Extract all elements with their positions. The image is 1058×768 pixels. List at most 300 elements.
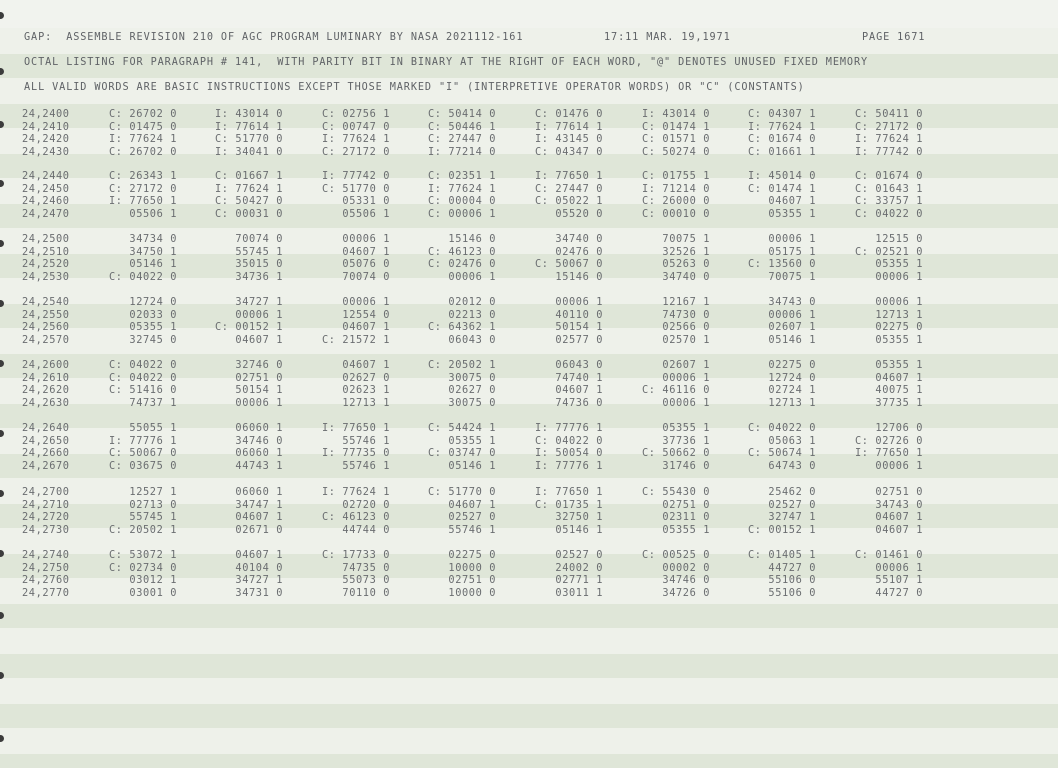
octal-word: I: 77214 0 [428,145,496,158]
listing-row [0,574,1058,587]
octal-word: 04607 1 [322,359,390,371]
octal-word: I: 77650 1 [535,486,603,498]
memory-address: 24,2610 [22,371,70,384]
header-timestamp: 17:11 MAR. 19,1971 [604,32,731,43]
octal-word: 34746 0 [215,434,283,447]
octal-word: 02577 0 [535,333,603,346]
octal-word: 55107 1 [855,574,923,587]
octal-word: 05506 1 [109,207,177,220]
octal-word: 55746 1 [428,523,496,536]
octal-word: I: 77650 1 [322,422,390,434]
octal-word: 00006 1 [855,270,923,283]
octal-word: 04607 1 [215,549,283,561]
octal-word: 02771 1 [535,574,603,587]
octal-word: C: 54424 1 [428,422,496,434]
octal-word: 00006 1 [855,459,923,472]
octal-word: 04607 1 [215,511,283,524]
listing-row [0,372,1058,385]
octal-word: 32750 1 [535,511,603,524]
octal-word: C: 51770 0 [215,133,283,146]
octal-word: 34746 0 [642,574,710,587]
octal-word: I: 45014 0 [748,170,816,182]
octal-word: C: 01661 1 [748,145,816,158]
octal-word: 02527 0 [748,498,816,511]
octal-word: 74730 0 [642,308,710,321]
octal-word: C: 02734 0 [109,561,177,574]
octal-word: 05355 1 [748,207,816,220]
octal-word: C: 50662 0 [642,447,710,460]
octal-word: 02751 0 [855,486,923,498]
octal-word: 00006 1 [855,296,923,308]
listing-row [0,121,1058,134]
octal-word: I: 77624 1 [109,133,177,146]
octal-word: 55106 0 [748,586,816,599]
octal-word: C: 02476 0 [428,258,496,271]
header-title: GAP: ASSEMBLE REVISION 210 OF AGC PROGRAM LUMINARY BY NASA 2021112-161 [24,32,524,43]
octal-word: I: 77624 1 [855,133,923,146]
memory-address: 24,2650 [22,434,70,447]
octal-word: 35015 0 [215,258,283,271]
octal-word: C: 51770 0 [428,486,496,498]
listing-row [0,309,1058,322]
octal-word: C: 27172 0 [109,182,177,195]
octal-word: 02275 0 [428,549,496,561]
octal-word: 02275 0 [855,321,923,334]
octal-word: C: 01755 1 [642,170,710,182]
octal-word: C: 27172 0 [855,120,923,133]
memory-address: 24,2660 [22,447,70,460]
octal-word: 05355 1 [855,333,923,346]
octal-word: 12706 0 [855,422,923,434]
octal-word: 02720 0 [322,498,390,511]
octal-word: 05355 1 [855,258,923,271]
memory-address: 24,2600 [22,359,70,371]
octal-word: 55745 1 [109,511,177,524]
octal-word: C: 05022 1 [535,195,603,208]
octal-word: 34747 1 [215,498,283,511]
octal-word: 55073 0 [322,574,390,587]
octal-word: C: 02351 1 [428,170,496,182]
octal-word: 04607 1 [322,321,390,334]
octal-word: 37735 1 [855,396,923,409]
octal-word: 04607 1 [855,511,923,524]
octal-word: 00006 1 [535,296,603,308]
memory-address: 24,2460 [22,195,70,208]
octal-word: 70110 0 [322,586,390,599]
octal-word: 00006 1 [855,561,923,574]
memory-address: 24,2720 [22,511,70,524]
octal-word: I: 71214 0 [642,182,710,195]
octal-word: 02724 1 [748,384,816,397]
octal-word: 05146 1 [428,459,496,472]
octal-word: C: 00152 1 [748,523,816,536]
listing-row [0,108,1058,121]
octal-word: 44744 0 [322,523,390,536]
octal-word: 34740 0 [535,233,603,245]
octal-word: C: 50067 0 [535,258,603,271]
memory-address: 24,2560 [22,321,70,334]
octal-word: I: 77624 1 [322,133,390,146]
octal-word: 02476 0 [535,245,603,258]
octal-word: 55746 1 [322,434,390,447]
listing-row [0,486,1058,499]
octal-word: 12724 0 [748,371,816,384]
octal-word: 15146 0 [535,270,603,283]
octal-word: C: 50427 0 [215,195,283,208]
octal-word: 04607 1 [748,195,816,208]
octal-word: 32745 0 [109,333,177,346]
header-page-number: PAGE 1671 [862,32,926,43]
listing-row [0,447,1058,460]
octal-word: C: 17733 0 [322,549,390,561]
octal-word: 00006 1 [642,396,710,409]
octal-word: C: 00006 1 [428,207,496,220]
octal-word: C: 00525 0 [642,549,710,561]
octal-word: 24002 0 [535,561,603,574]
octal-word: 12527 1 [109,486,177,498]
octal-word: C: 03675 0 [109,459,177,472]
octal-word: I: 77614 1 [535,120,603,133]
octal-word: 02275 0 [748,359,816,371]
octal-word: 05355 1 [855,359,923,371]
octal-word: 34734 0 [109,233,177,245]
listing-row [0,133,1058,146]
memory-address: 24,2640 [22,422,70,434]
octal-word: I: 43145 0 [535,133,603,146]
octal-word: 05063 1 [748,434,816,447]
octal-word: C: 50446 1 [428,120,496,133]
octal-word: 10000 0 [428,561,496,574]
octal-word: 50154 1 [535,321,603,334]
listing-row [0,359,1058,372]
octal-word: 04607 1 [215,333,283,346]
listing-row [0,511,1058,524]
octal-word: 05263 0 [642,258,710,271]
octal-word: 02627 0 [322,371,390,384]
octal-word: C: 27447 0 [428,133,496,146]
octal-word: 04607 1 [428,498,496,511]
memory-address: 24,2670 [22,459,70,472]
octal-word: C: 20502 1 [428,359,496,371]
octal-word: C: 04022 0 [109,359,177,371]
octal-word: C: 51770 0 [322,182,390,195]
octal-word: I: 43014 0 [215,108,283,120]
paper-top-margin [0,0,1058,28]
octal-word: 44727 0 [748,561,816,574]
octal-word: I: 77650 1 [535,170,603,182]
memory-address: 24,2550 [22,308,70,321]
header-listing-description: OCTAL LISTING FOR PARAGRAPH # 141, WITH PARITY BIT IN BINARY AT THE RIGHT OF EACH WORD, "@" DENOTES UNUSED FIXED MEMORY [24,57,869,68]
listing-row [0,587,1058,600]
octal-word: C: 00004 0 [428,195,496,208]
octal-word: 00006 1 [215,308,283,321]
octal-word: I: 77650 1 [109,195,177,208]
listing-row [0,183,1058,196]
octal-word: C: 00152 1 [215,321,283,334]
octal-word: 05076 0 [322,258,390,271]
octal-word: 74736 0 [535,396,603,409]
memory-address: 24,2510 [22,245,70,258]
octal-word: C: 50674 1 [748,447,816,460]
octal-word: C: 50411 0 [855,108,923,120]
octal-word: 00006 1 [215,396,283,409]
octal-word: C: 03747 0 [428,447,496,460]
octal-word: C: 01571 0 [642,133,710,146]
octal-word: C: 33757 1 [855,195,923,208]
octal-word: 30075 0 [428,396,496,409]
listing-row [0,195,1058,208]
octal-word: 02311 0 [642,511,710,524]
octal-word: C: 04022 0 [109,371,177,384]
octal-word: C: 51416 0 [109,384,177,397]
octal-word: 04607 1 [322,245,390,258]
octal-word: 02527 0 [428,511,496,524]
octal-word: 03001 0 [109,586,177,599]
octal-word: 04607 1 [855,371,923,384]
octal-word: 34750 1 [109,245,177,258]
octal-word: 05355 1 [109,321,177,334]
octal-word: 06043 0 [535,359,603,371]
octal-word: 12167 1 [642,296,710,308]
listing-row [0,397,1058,410]
octal-word: 00006 1 [748,308,816,321]
memory-address: 24,2700 [22,486,70,498]
octal-word: 40104 0 [215,561,283,574]
octal-word: 55106 0 [748,574,816,587]
memory-address: 24,2570 [22,333,70,346]
memory-address: 24,2520 [22,258,70,271]
octal-word: I: 77776 1 [535,459,603,472]
octal-word: 74737 1 [109,396,177,409]
octal-word: 37736 1 [642,434,710,447]
octal-word: 12515 0 [855,233,923,245]
octal-word: 74735 0 [322,561,390,574]
octal-word: 70075 1 [748,270,816,283]
octal-word: 34726 0 [642,586,710,599]
octal-word: I: 77624 1 [428,182,496,195]
octal-word: 12713 1 [748,396,816,409]
octal-word: 00006 1 [322,233,390,245]
octal-word: 05331 0 [322,195,390,208]
octal-word: 02566 0 [642,321,710,334]
octal-word: 00006 1 [428,270,496,283]
octal-word: C: 04347 0 [535,145,603,158]
memory-address: 24,2630 [22,396,70,409]
octal-word: I: 77624 1 [322,486,390,498]
octal-word: 02751 0 [642,498,710,511]
octal-word: C: 55430 0 [642,486,710,498]
listing-row [0,384,1058,397]
octal-word: C: 01735 1 [535,498,603,511]
octal-word: 02623 1 [322,384,390,397]
octal-word: 05146 1 [748,333,816,346]
listing-row [0,233,1058,246]
memory-address: 24,2420 [22,133,70,146]
memory-address: 24,2620 [22,384,70,397]
listing-row [0,208,1058,221]
octal-word: 34727 1 [215,296,283,308]
octal-word: 06060 1 [215,486,283,498]
octal-word: 34727 1 [215,574,283,587]
memory-address: 24,2710 [22,498,70,511]
listing-row [0,246,1058,259]
listing-row [0,524,1058,537]
octal-word: I: 34041 0 [215,145,283,158]
octal-word: C: 26343 1 [109,170,177,182]
octal-word: 30075 0 [428,371,496,384]
octal-word: I: 77735 0 [322,447,390,460]
octal-word: 05175 1 [748,245,816,258]
octal-word: C: 02756 1 [322,108,390,120]
octal-word: 64743 0 [748,459,816,472]
octal-word: 02751 0 [215,371,283,384]
listing-row [0,170,1058,183]
octal-word: 55746 1 [322,459,390,472]
listing-row [0,258,1058,271]
listing-row [0,321,1058,334]
octal-word: C: 04022 0 [748,422,816,434]
octal-word: 00006 1 [322,296,390,308]
octal-word: 06060 1 [215,422,283,434]
header-legend: ALL VALID WORDS ARE BASIC INSTRUCTIONS EXCEPT THOSE MARKED "I" (INTERPRETIVE OPERATOR WORDS) OR "C" (CONSTANTS) [24,82,805,93]
octal-word: 06043 0 [428,333,496,346]
octal-word: C: 46116 0 [642,384,710,397]
listing-row [0,460,1058,473]
octal-word: C: 50274 0 [642,145,710,158]
octal-word: 05146 1 [109,258,177,271]
octal-word: 05355 1 [642,523,710,536]
octal-word: C: 64362 1 [428,321,496,334]
octal-word: C: 01461 0 [855,549,923,561]
listing-row [0,296,1058,309]
octal-word: C: 27172 0 [322,145,390,158]
octal-word: I: 43014 0 [642,108,710,120]
octal-word: C: 20502 1 [109,523,177,536]
listing-row [0,271,1058,284]
octal-word: C: 27447 0 [535,182,603,195]
memory-address: 24,2410 [22,120,70,133]
octal-word: 02627 0 [428,384,496,397]
octal-word: I: 77624 1 [215,182,283,195]
octal-word: 34736 1 [215,270,283,283]
octal-word: 15146 0 [428,233,496,245]
listing-row [0,435,1058,448]
octal-word: C: 01667 1 [215,170,283,182]
octal-word: 32526 1 [642,245,710,258]
octal-word: C: 13560 0 [748,258,816,271]
octal-word: 12713 1 [855,308,923,321]
octal-word: 04607 1 [535,384,603,397]
octal-word: I: 77624 1 [748,120,816,133]
octal-word: 02713 0 [109,498,177,511]
octal-word: C: 26702 0 [109,108,177,120]
octal-word: 74740 1 [535,371,603,384]
octal-word: 34743 0 [748,296,816,308]
octal-word: C: 21572 1 [322,333,390,346]
octal-word: C: 04022 0 [535,434,603,447]
octal-word: C: 50067 0 [109,447,177,460]
octal-word: C: 26702 0 [109,145,177,158]
octal-word: 06060 1 [215,447,283,460]
octal-word: 05355 1 [642,422,710,434]
octal-word: 50154 1 [215,384,283,397]
octal-word: 44727 0 [855,586,923,599]
octal-word: 31746 0 [642,459,710,472]
octal-word: C: 46123 0 [428,245,496,258]
octal-word: 32746 0 [215,359,283,371]
listing-row [0,146,1058,159]
octal-word: 02012 0 [428,296,496,308]
octal-word: C: 53072 1 [109,549,177,561]
octal-word: 34743 0 [855,498,923,511]
octal-word: C: 01474 1 [748,182,816,195]
memory-address: 24,2750 [22,561,70,574]
octal-word: C: 26000 0 [642,195,710,208]
octal-word: C: 04022 0 [109,270,177,283]
octal-word: I: 77650 1 [855,447,923,460]
listing-row [0,499,1058,512]
octal-word: 05520 0 [535,207,603,220]
octal-word: C: 02726 0 [855,434,923,447]
octal-word: I: 77742 0 [855,145,923,158]
octal-word: 05146 1 [535,523,603,536]
octal-word: C: 01405 1 [748,549,816,561]
octal-word: C: 00031 0 [215,207,283,220]
octal-word: 03011 1 [535,586,603,599]
memory-address: 24,2440 [22,170,70,182]
memory-address: 24,2730 [22,523,70,536]
octal-word: 40075 1 [855,384,923,397]
octal-word: I: 77742 0 [322,170,390,182]
octal-word: I: 77614 1 [215,120,283,133]
listing-row [0,549,1058,562]
octal-word: 02527 0 [535,549,603,561]
memory-address: 24,2470 [22,207,70,220]
octal-word: 10000 0 [428,586,496,599]
octal-word: 70074 0 [215,233,283,245]
memory-address: 24,2530 [22,270,70,283]
octal-word: 12554 0 [322,308,390,321]
octal-word: 32747 1 [748,511,816,524]
listing-row [0,422,1058,435]
octal-word: 02033 0 [109,308,177,321]
octal-word: 02751 0 [428,574,496,587]
listing-row [0,562,1058,575]
octal-word: C: 04307 1 [748,108,816,120]
octal-word: C: 04022 0 [855,207,923,220]
octal-word: 05355 1 [428,434,496,447]
memory-address: 24,2400 [22,108,70,120]
octal-word: 03012 1 [109,574,177,587]
octal-word: C: 46123 0 [322,511,390,524]
octal-word: C: 01475 0 [109,120,177,133]
octal-word: 70074 0 [322,270,390,283]
octal-word: I: 77776 1 [109,434,177,447]
octal-word: I: 77776 1 [535,422,603,434]
octal-word: 12724 0 [109,296,177,308]
octal-word: 02570 1 [642,333,710,346]
octal-word: C: 01674 0 [855,170,923,182]
octal-word: 12713 1 [322,396,390,409]
octal-word: 02607 1 [748,321,816,334]
octal-word: C: 50414 0 [428,108,496,120]
listing-row [0,334,1058,347]
octal-word: 34731 0 [215,586,283,599]
octal-word: C: 01643 1 [855,182,923,195]
memory-address: 24,2500 [22,233,70,245]
memory-address: 24,2540 [22,296,70,308]
octal-word: 25462 0 [748,486,816,498]
